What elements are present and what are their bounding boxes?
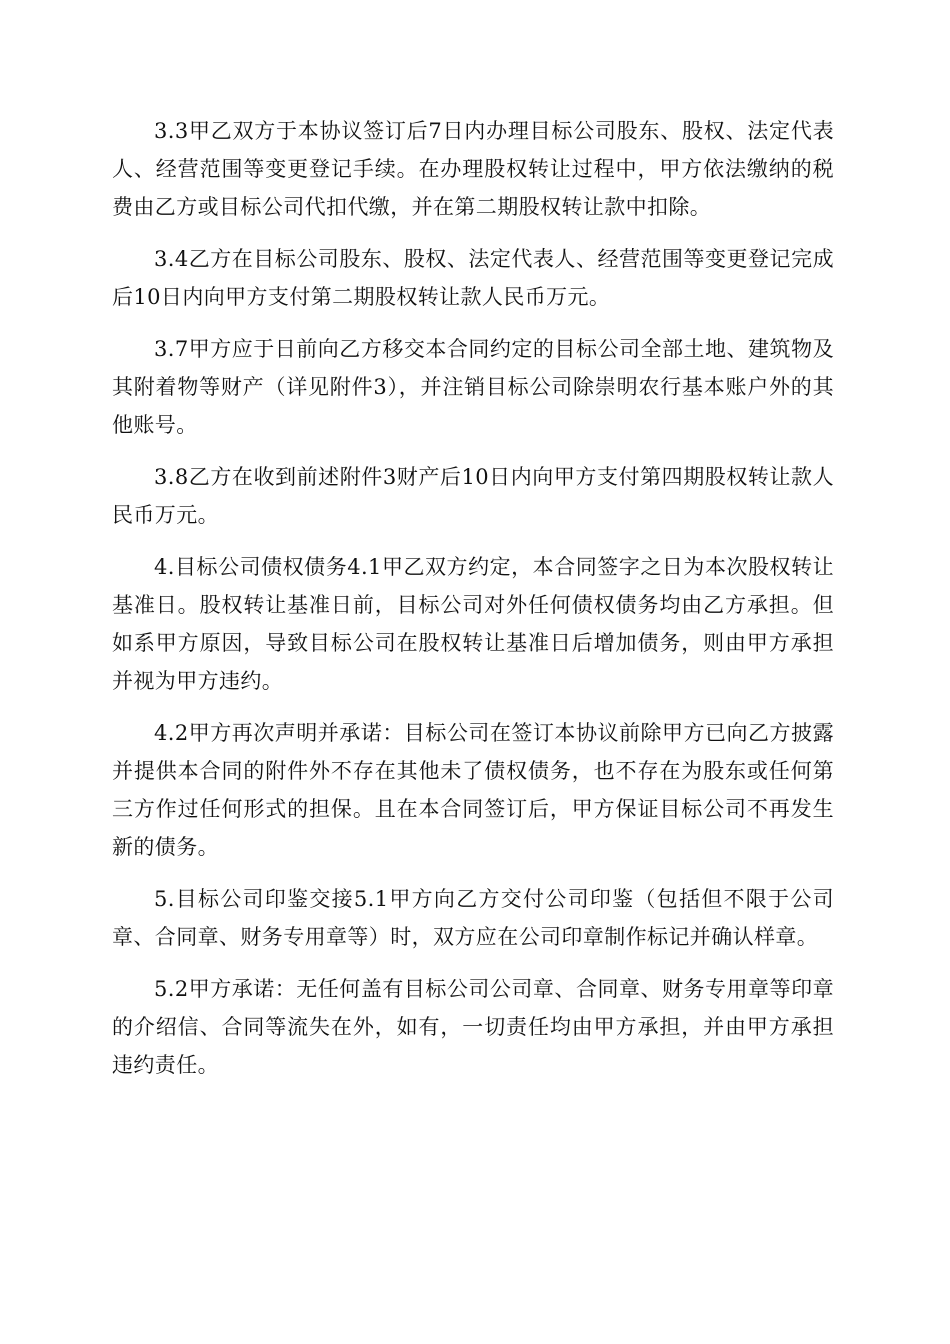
clause-4-1-paragraph: 4.目标公司债权债务4.1甲乙双方约定，本合同签字之日为本次股权转让基准日。股权转让基准日前，目标公司对外任何债权债务均由乙方承担。但如系甲方原因，导致目标公司在股权转让基准日后增加债务，则由甲方承担并视为甲方违约。: [112, 555, 834, 693]
clause-5-1-paragraph: 5.目标公司印鉴交接5.1甲方向乙方交付公司印鉴（包括但不限于公司章、合同章、财务专用章等）时，双方应在公司印章制作标记并确认样章。: [112, 887, 834, 949]
clause-5-2-paragraph: 5.2甲方承诺：无任何盖有目标公司公司章、合同章、财务专用章等印章的介绍信、合同等流失在外，如有，一切责任均由甲方承担，并由甲方承担违约责任。: [112, 977, 834, 1077]
clause-3-4-paragraph: 3.4乙方在目标公司股东、股权、法定代表人、经营范围等变更登记完成后10日内向甲方支付第二期股权转让款人民币万元。: [112, 247, 834, 309]
clause-3-8-paragraph: 3.8乙方在收到前述附件3财产后10日内向甲方支付第四期股权转让款人民币万元。: [112, 465, 834, 527]
clause-3-3-paragraph: 3.3甲乙双方于本协议签订后7日内办理目标公司股东、股权、法定代表人、经营范围等变更登记手续。在办理股权转让过程中，甲方依法缴纳的税费由乙方或目标公司代扣代缴，并在第二期股权转让款中扣除。: [112, 119, 834, 219]
clause-3-7-paragraph: 3.7甲方应于日前向乙方移交本合同约定的目标公司全部土地、建筑物及其附着物等财产（详见附件3），并注销目标公司除崇明农行基本账户外的其他账号。: [112, 337, 834, 437]
document-body: [112, 112, 834, 1098]
clause-4-2-paragraph: 4.2甲方再次声明并承诺：目标公司在签订本协议前除甲方已向乙方披露并提供本合同的附件外不存在其他未了债权债务，也不存在为股东或任何第三方作过任何形式的担保。且在本合同签订后，甲方保证目标公司不再发生新的债务。: [112, 721, 834, 859]
